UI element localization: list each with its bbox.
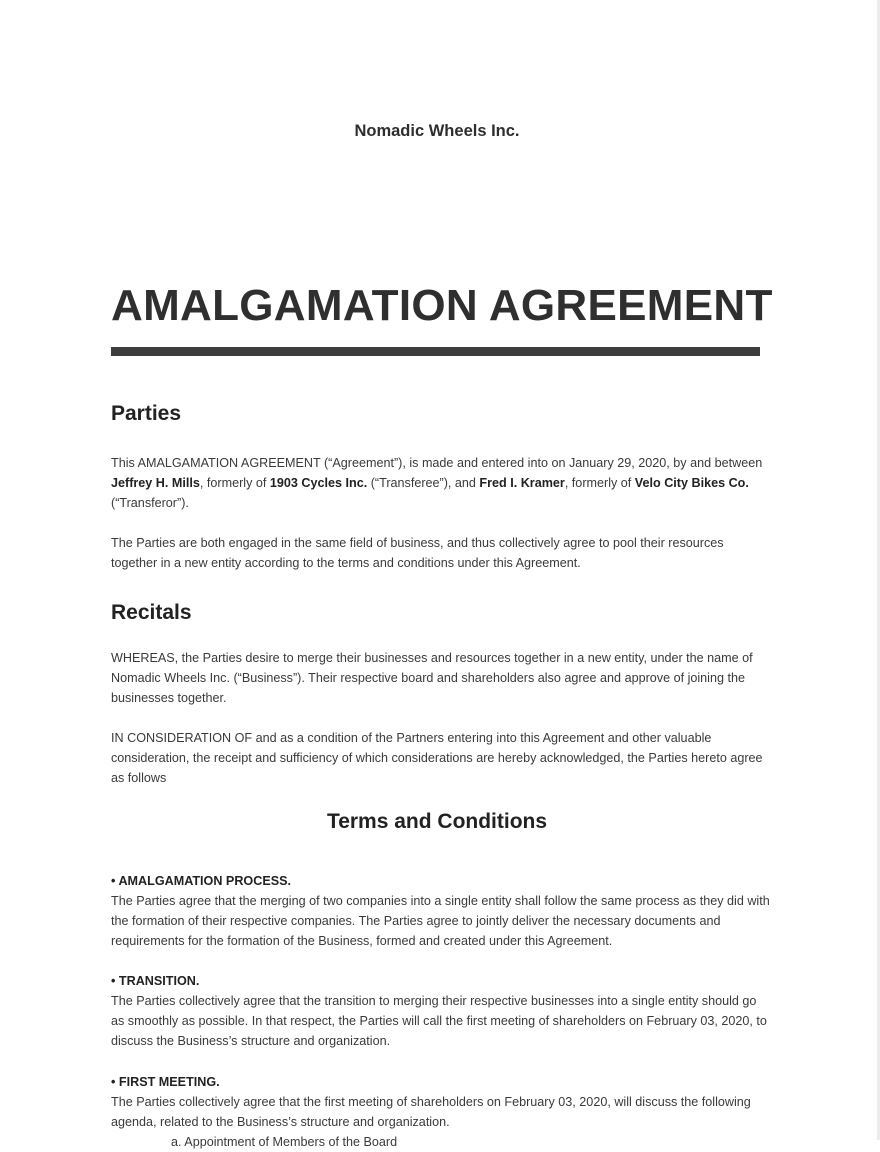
document-title: AMALGAMATION AGREEMENT [111,281,773,330]
parties-paragraph-2: The Parties are both engaged in the same field of business, and thus collectively agree to pool their resources together in a new entity according to the terms and conditions under this Agreement. [111,536,724,570]
recitals-paragraph-2: IN CONSIDERATION OF and as a condition of the Partners entering into this Agreement and other valuable consideration, the receipt and sufficiency of which considerations are hereby acknowledged, the Parties hereto agree as follows [111,731,763,785]
company-name: Nomadic Wheels Inc. [354,122,520,140]
term-amalgamation-process-label: • AMALGAMATION PROCESS. [111,874,292,888]
term-transition-text: The Parties collectively agree that the transition to merging their respective businesses into a single entity should go as smoothly as possible. In that respect, the Parties will call the first meeting of shareholders on February 03, 2020, to discuss the Business’s structure and organization. [111,994,767,1048]
term-first-meeting-text: The Parties collectively agree that the first meeting of shareholders on February 03, 2020, will discuss the following agenda, related to the Business’s structure and organization. [111,1095,751,1129]
term-transition-label: • TRANSITION. [111,974,200,988]
transferor-text: (“Transferor”). [111,496,189,510]
recitals-heading: Recitals [111,601,192,624]
transferee-text: (“Transferee”), and [367,476,480,490]
parties-heading: Parties [111,402,182,425]
document-page [111,0,773,1149]
recitals-paragraph-1: WHEREAS, the Parties desire to merge their businesses and resources together in a new entity, under the name of Nomadic Wheels Inc. (“Business”). Their respective board and shareholders also agree and approve of joining the businesses together. [111,651,753,705]
terms-heading: Terms and Conditions [326,810,548,833]
party1-company: 1903 Cycles Inc. [269,476,368,490]
term-first-meeting-label: • FIRST MEETING. [111,1075,220,1089]
agenda-item-cut-off: a. Appointment of Members of the Board [171,1135,398,1149]
party2-company: Velo City Bikes Co. [634,476,749,490]
party2-name: Fred I. Kramer [479,476,565,490]
parties-intro-text: This AMALGAMATION AGREEMENT (“Agreement”), is made and entered into on January 29, 2020, by and between [111,456,763,470]
party1-name: Jeffrey H. Mills [111,476,200,490]
party2-formerly-text: , formerly of [564,476,635,490]
parties-paragraph-1 [111,453,771,513]
party1-formerly-text: , formerly of [199,476,270,490]
term-amalgamation-process-text: The Parties agree that the merging of two companies into a single entity shall follow the same process as they did with the formation of their respective companies. The Parties agree to jointly deliver the necessary documents and requirements for the formation of the Business, formed and created under this Agreement. [111,894,770,948]
title-divider [111,347,760,356]
